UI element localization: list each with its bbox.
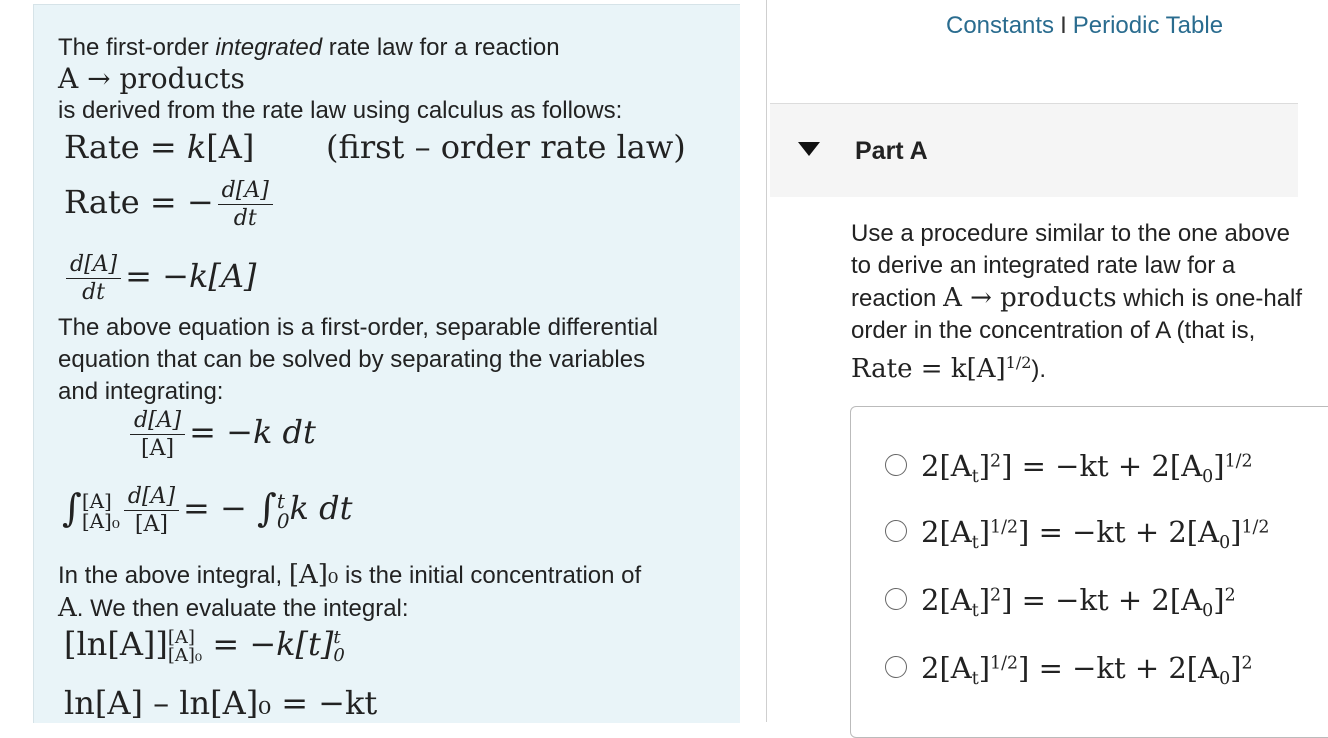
header-links — [946, 12, 1223, 40]
answer-option-2[interactable]: $2[A_t]^{1/2}] = -kt + 2[A_0]^{1/2}$ — [885, 515, 1269, 553]
equation-separated: $\frac{d[A]}{[A]}$ = −k dt — [126, 408, 316, 461]
equation-rate-law: Rate = k[A] — [64, 128, 255, 166]
equation-evaluated: [ln[A]] [A] [A]₀ = −k[t] t 0 — [64, 625, 345, 666]
radio-button[interactable] — [885, 588, 907, 610]
answer-option-3[interactable]: $2[A_t]^2] = -kt + 2[A_0]^2$ — [885, 583, 1236, 621]
answer-option-1[interactable]: $2[A_t]^2] = -kt + 2[A_0]^{1/2}$ — [885, 449, 1253, 487]
intro-line-2: is derived from the rate law using calculus as follows: — [58, 97, 623, 124]
radio-button[interactable] — [885, 454, 907, 476]
answer-options — [850, 406, 1328, 738]
radio-button[interactable] — [885, 656, 907, 678]
answer-option-4[interactable]: $2[A_t]^{1/2}] = -kt + 2[A_0]^2$ — [885, 651, 1253, 689]
part-a-title: Part A — [855, 137, 928, 165]
equation-differential: $\frac{d[A]}{dt}$ = −k[A] — [62, 252, 256, 305]
question-text: Use a procedure similar to the one above to derive an integrated rate law for a reaction A → products which is one-half order in the concentration of A (that is, Rate = $k[A]^{1/2}$). — [851, 220, 1303, 384]
intro-line-1: The first-order integrated rate law for a reaction — [58, 34, 560, 61]
paragraph-1-line-3: and integrating: — [58, 378, 224, 405]
equation-log-result: ln[A] – ln[A]₀ = −kt — [64, 684, 378, 722]
part-a-header[interactable] — [770, 104, 1298, 197]
constants-link[interactable]: Constants — [946, 12, 1055, 39]
paragraph-2-line-2: A. We then evaluate the integral: — [58, 593, 409, 623]
paragraph-1-line-1: The above equation is a first-order, separable differential — [58, 314, 658, 341]
equation-rate-derivative: Rate = − $\frac{d[A]}{dt}$ — [64, 178, 277, 231]
panel-divider — [766, 0, 767, 722]
equation-rate-law-note: (first – order rate law) — [326, 128, 686, 166]
equation-integral: ∫ [A] [A]₀ $\frac{d[A]}{[A]}$ = − ∫ t 0 k dt — [62, 484, 353, 537]
reaction-text: A → products — [58, 62, 245, 95]
caret-down-icon[interactable] — [798, 142, 820, 156]
paragraph-1-line-2: equation that can be solved by separating the variables — [58, 346, 646, 373]
paragraph-2-line-1: In the above integral, [A]₀ is the initial concentration of — [58, 560, 642, 590]
link-separator: I — [1060, 12, 1067, 39]
radio-button[interactable] — [885, 520, 907, 542]
periodic-table-link[interactable]: Periodic Table — [1072, 12, 1224, 39]
